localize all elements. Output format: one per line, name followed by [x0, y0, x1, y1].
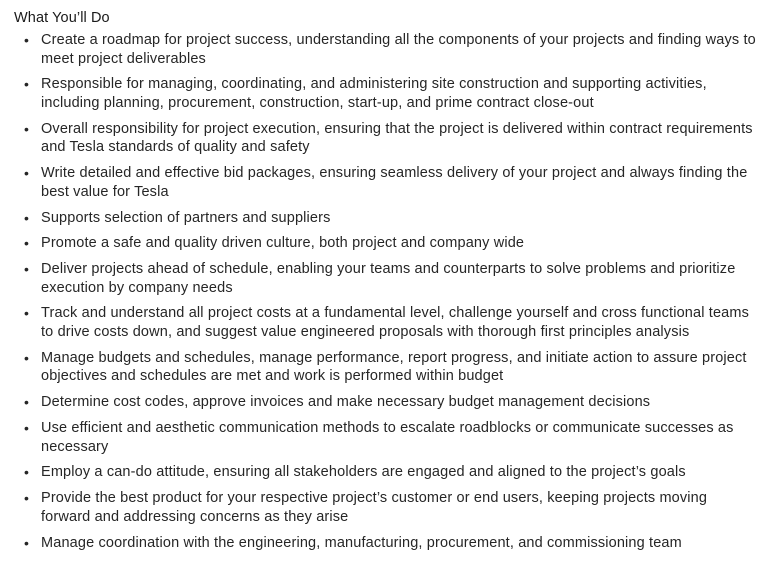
bullet-icon: • [24, 490, 30, 507]
list-item [14, 463, 758, 482]
bullet-icon: • [24, 419, 30, 436]
list-item [14, 304, 758, 341]
section-heading: What You’ll Do [14, 10, 110, 26]
list-item-text: Responsible for managing, coordinating, and administering site construction and supporting activities, including planning, procurement, construction, start-up, and prime contract close-out [41, 76, 707, 111]
bullet-icon: • [24, 394, 30, 411]
bullet-icon: • [24, 349, 30, 366]
list-item [14, 489, 758, 526]
list-item-text: Provide the best product for your respective project’s customer or end users, keeping projects moving forward and addressing concerns as they arise [41, 490, 708, 525]
list-item [14, 419, 758, 456]
list-item-text: Overall responsibility for project execution, ensuring that the project is delivered within contract requirements and Tesla standards of quality and safety [41, 120, 753, 156]
list-item [14, 534, 758, 553]
list-item-text: Deliver projects ahead of schedule, enabling your teams and counterparts to solve problems and prioritize execution by company needs [41, 261, 736, 296]
list-item-text: Write detailed and effective bid packages, ensuring seamless delivery of your project and always finding the best value for Tesla [41, 165, 748, 200]
bullet-icon: • [24, 165, 30, 182]
list-item-text: Supports selection of partners and suppliers [41, 209, 331, 226]
responsibilities-list [14, 31, 758, 552]
list-item-text: Track and understand all project costs at a fundamental level, challenge yourself and cross functional teams to drive costs down, and suggest value engineered proposals with thorough first principles analysis [41, 305, 750, 341]
bullet-icon: • [24, 120, 30, 137]
bullet-icon: • [24, 76, 30, 93]
list-item-text: Employ a can-do attitude, ensuring all stakeholders are engaged and aligned to the project’s goals [41, 464, 686, 481]
list-item [14, 164, 758, 201]
list-item-text: Create a roadmap for project success, understanding all the components of your projects and finding ways to meet project deliverables [41, 32, 756, 67]
bullet-icon: • [24, 261, 30, 278]
bullet-icon: • [24, 305, 30, 322]
list-item [14, 393, 758, 412]
bullet-icon: • [24, 209, 30, 226]
list-item-text: Use efficient and aesthetic communication methods to escalate roadblocks or communicate successes as necessary [41, 419, 734, 455]
list-item [14, 209, 758, 228]
list-item [14, 75, 758, 112]
bullet-icon: • [24, 235, 30, 252]
bullet-icon: • [24, 534, 30, 551]
list-item [14, 31, 758, 68]
list-item [14, 120, 758, 157]
list-item-text: Manage coordination with the engineering, manufacturing, procurement, and commissioning team [41, 534, 682, 551]
list-item [14, 349, 758, 386]
list-item-text: Determine cost codes, approve invoices and make necessary budget management decisions [41, 394, 651, 411]
list-item-text: Manage budgets and schedules, manage performance, report progress, and initiate action to assure project objectives and schedules are met and work is performed within budget [41, 349, 747, 385]
list-item [14, 234, 758, 253]
list-item-text: Promote a safe and quality driven culture, both project and company wide [41, 235, 525, 252]
bullet-icon: • [24, 32, 30, 48]
bullet-icon: • [24, 464, 30, 481]
list-item [14, 260, 758, 297]
